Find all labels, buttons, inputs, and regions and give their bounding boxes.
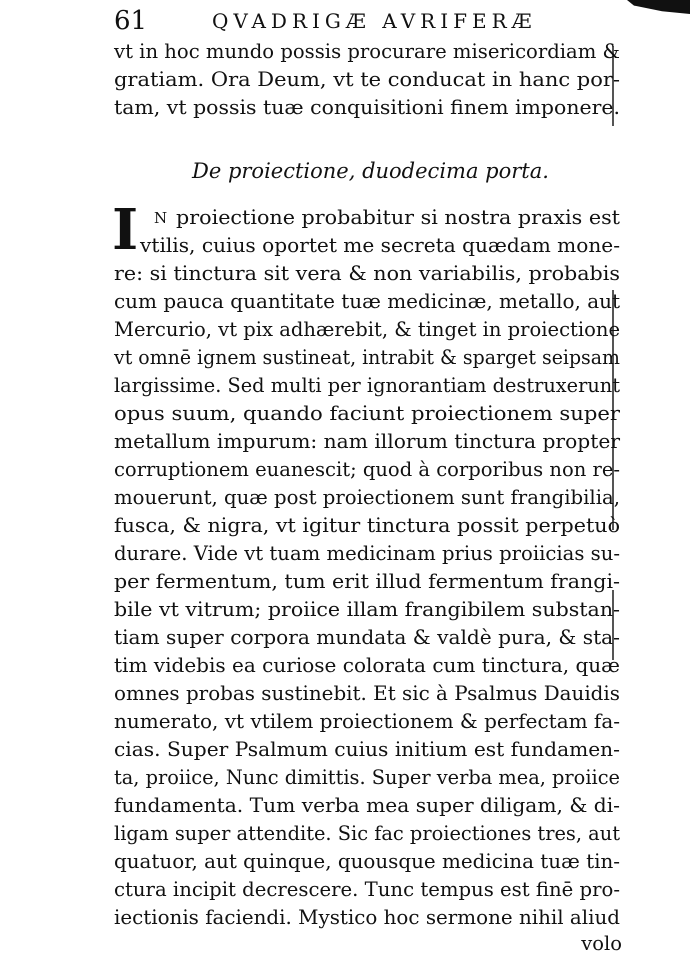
- text-line: mouerunt, quæ post proiectionem sunt frangibilia,: [114, 486, 620, 509]
- page-edge-mark: [620, 0, 690, 14]
- text-line: numerato, vt vtilem proiectionem & perfectam fa-: [114, 710, 620, 733]
- running-head: QVADRIGÆ AVRIFERÆ: [212, 9, 537, 33]
- text-line: cum pauca quantitate tuæ medicinæ, metallo, aut: [114, 290, 620, 313]
- text-line: bile vt vitrum; proiice illam frangibilem substan-: [114, 598, 620, 621]
- drop-initial: I: [112, 197, 139, 263]
- text-line: Mercurio, vt pix adhærebit, & tinget in proiectione: [114, 318, 620, 341]
- text-line: fundamenta. Tum verba mea super diligam, & di-: [114, 794, 620, 817]
- text-line: fusca, & nigra, vt igitur tinctura possit perpetuò: [114, 514, 620, 537]
- text-line: tiam super corpora mundata & valdè pura, & sta-: [114, 626, 620, 649]
- page-number: 61: [114, 6, 148, 36]
- section-heading: De proiectione, duodecima porta.: [192, 159, 549, 183]
- text-line: gratiam. Ora Deum, vt te conducat in hanc por-: [114, 68, 620, 91]
- text-line: ta, proiice, Nunc dimittis. Super verba mea, proiice: [114, 766, 620, 789]
- text-line: re: si tinctura sit vera & non variabilis, probabis: [114, 262, 620, 285]
- text-line: opus suum, quando faciunt proiectionem super: [114, 402, 620, 425]
- text-line: largissime. Sed multi per ignorantiam destruxerunt: [114, 374, 620, 397]
- text-line: tim videbis ea curiose colorata cum tinctura, quæ: [114, 654, 620, 677]
- initial-small-caps: N: [154, 209, 169, 227]
- text-line: per fermentum, tum erit illud fermentum frangi-: [114, 570, 620, 593]
- text-line: metallum impurum: nam illorum tinctura propter: [114, 430, 620, 453]
- text-line: proiectione probabitur si nostra praxis est: [176, 206, 620, 229]
- text-line: ligam super attendite. Sic fac proiectiones tres, aut: [114, 822, 620, 845]
- text-line: cias. Super Psalmum cuius initium est fundamen-: [114, 738, 620, 761]
- text-line: vt in hoc mundo possis procurare misericordiam &: [114, 40, 620, 63]
- text-line: omnes probas sustinebit. Et sic à Psalmus Dauidis: [114, 682, 620, 705]
- text-line: quatuor, aut quinque, quousque medicina tuæ tin-: [114, 850, 620, 873]
- text-line: vt omnē ignem sustineat, intrabit & sparget seipsam: [114, 346, 620, 369]
- text-line: vtilis, cuius oportet me secreta quædam mone-: [140, 234, 620, 257]
- text-line: corruptionem euanescit; quod à corporibus non re-: [114, 458, 620, 481]
- text-line: ctura incipit decrescere. Tunc tempus est finē pro-: [114, 878, 620, 901]
- page-header: [114, 4, 624, 38]
- catchword: volo: [581, 932, 622, 955]
- text-line: iectionis faciendi. Mystico hoc sermone nihil aliud: [114, 906, 620, 929]
- text-line: tam, vt possis tuæ conquisitioni finem imponere.: [114, 96, 620, 119]
- text-line: durare. Vide vt tuam medicinam prius proiicias su-: [114, 542, 620, 565]
